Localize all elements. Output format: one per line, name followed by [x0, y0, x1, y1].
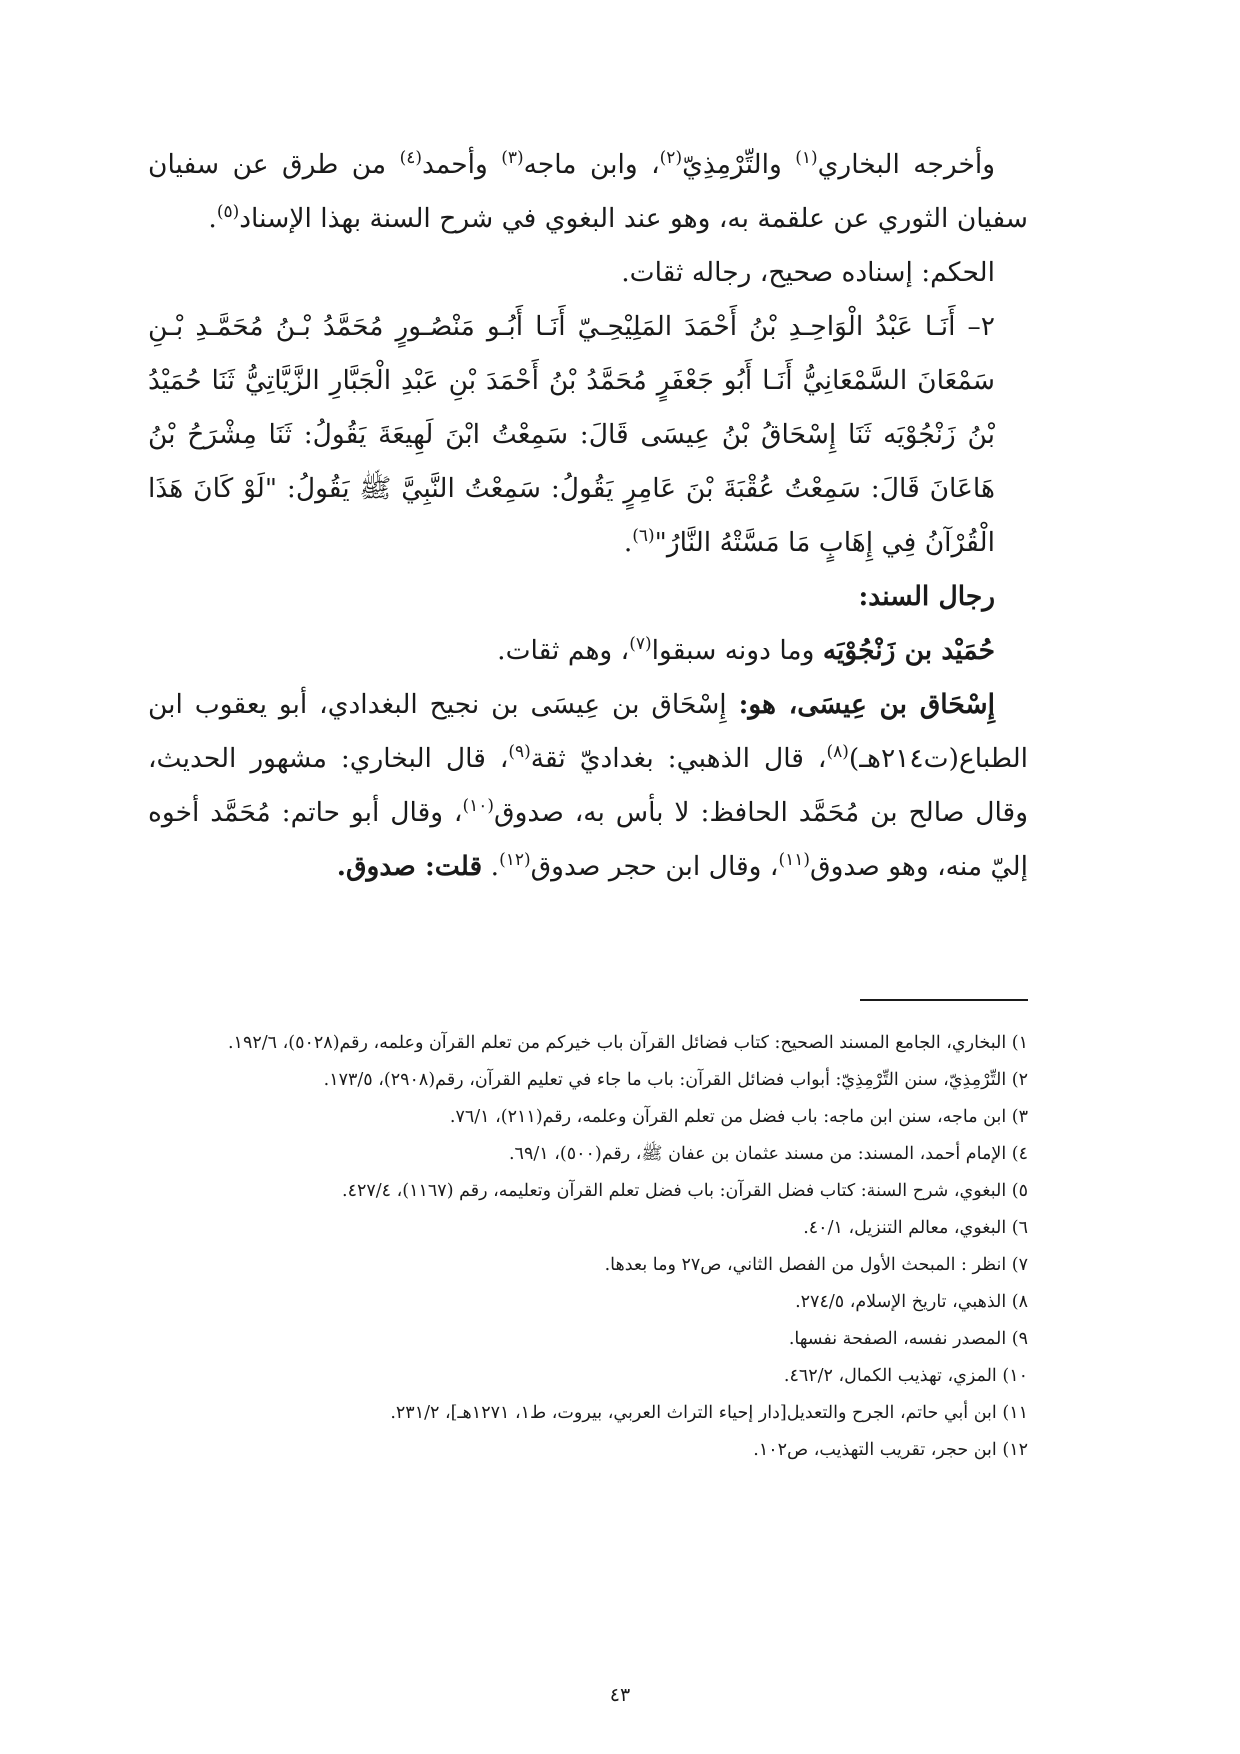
text-run: .	[482, 851, 500, 882]
footnote: ٢) التِّرْمِذِيّ، سنن التِّرْمِذِيّ: أبواب فضائل القرآن: باب ما جاء في تعليم القرآن، رقم(٢٩٠٨)، ١٧٣/٥.	[323, 1070, 1028, 1090]
text-run: .	[623, 527, 633, 558]
footnote-ref[interactable]: (١٢)	[499, 850, 531, 870]
footnote: ٨) الذهبي، تاريخ الإسلام، ٢٧٤/٥.	[795, 1292, 1028, 1312]
footnote-ref[interactable]: (٦)	[632, 526, 655, 546]
footnote: ٦) البغوي، معالم التنزيل، ٤٠/١.	[803, 1218, 1028, 1238]
text-run: .	[208, 203, 217, 234]
text-run: ، قال البخاري: مشهور الحديث، وقال صالح بن مُحَمَّد الحافظ: لا بأس به، صدوق	[148, 743, 1029, 828]
text-run: ٢– أَنَـا عَبْدُ الْوَاحِـدِ بْنُ أَحْمَدَ المَلِيْحِـيّ أَنَـا أَبُـو مَنْصُـورٍ مُحَمَّدُ بْـنُ مُحَمَّـدِ بْـنِ سَمْعَانَ السَّمْعَانِيُّ أَنَـا أَبُو جَعْفَرٍ مُحَمَّدُ بْنُ أَحْمَدَ بْنِ عَبْدِ الْجَبَّارِ الزَّيَّاتِيُّ ثَنَا حُمَيْدُ بْنُ زَنْجُوْيَه ثَنَا إِسْحَاقُ بْنُ عِيسَى قَالَ: سَمِعْتُ ابْنَ لَهِيعَةَ يَقُولُ: ثَنَا مِشْرَحُ بْنُ هَاعَانَ قَالَ: سَمِعْتُ عُقْبَةَ بْنَ عَامِرٍ يَقُولُ: سَمِعْتُ النَّبِيَّ ﷺ يَقُولُ: "لَوْ كَانَ هَذَا الْقُرْآنُ فِي إِهَابٍ مَا مَسَّتْهُ النَّارُ"	[148, 311, 995, 558]
footnote: ٩) المصدر نفسه، الصفحة نفسها.	[788, 1329, 1028, 1349]
text-run: وما دونه سبقوا	[651, 635, 823, 666]
ruling-line: الحكم: إسناده صحيح، رجاله ثقات.	[621, 257, 995, 288]
narrator-humaid	[148, 624, 1028, 678]
footnote: ٤) الإمام أحمد، المسند: من مسند عثمان بن عفان ﷺ، رقم(٥٠٠)، ٦٩/١.	[508, 1144, 1028, 1164]
hadith-text	[148, 300, 995, 570]
narrator-name: حُمَيْد بن زَنْجُوْيَه	[822, 635, 995, 666]
text-run: وأخرجه البخاري	[817, 149, 996, 180]
footnote-ref[interactable]: (٧)	[629, 634, 652, 654]
narrator-name: إِسْحَاق بن عِيسَى، هو:	[738, 689, 995, 720]
takhrij-paragraph	[148, 138, 1028, 246]
text-run: والتِّرْمِذِيّ	[682, 149, 796, 180]
footnote-ref[interactable]: (٢)	[659, 148, 683, 168]
footnote-ref[interactable]: (١)	[795, 148, 818, 168]
footnote: ١٠) المزي، تهذيب الكمال، ٤٦٢/٢.	[783, 1366, 1028, 1386]
page-number: ٤٣	[609, 1684, 631, 1706]
footnote-ref[interactable]: (٤)	[399, 148, 422, 168]
footnotes	[148, 1025, 1028, 1469]
footnote: ٥) البغوي، شرح السنة: كتاب فضل القرآن: باب فضل تعلم القرآن وتعليمه، رقم (١١٦٧)، ٤٢٧/٤.	[341, 1181, 1028, 1201]
footnote: ٧) انظر : المبحث الأول من الفصل الثاني، ص٢٧ وما بعدها.	[604, 1255, 1028, 1275]
text-run: من طرق عن سفيان سفيان الثوري عن علقمة به، وهو عند البغوي في شرح السنة بهذا الإسناد	[148, 149, 1028, 234]
footnote-ref[interactable]: (٩)	[508, 742, 531, 762]
text-run: ، وابن ماجه	[523, 149, 660, 180]
section-heading: رجال السند:	[858, 581, 995, 612]
text-run: ، قال الذهبي: بغداديّ ثقة	[530, 743, 827, 774]
text-run: إِسْحَاق بن عِيسَى بن نجيح البغدادي، أبو يعقوب ابن الطباع(ت٢١٤هـ)	[148, 689, 1028, 774]
verdict: قلت: صدوق.	[336, 851, 483, 882]
narrator-ishaq	[148, 678, 1028, 894]
text-run: ، وقال أبو حاتم: مُحَمَّد أخوه إليّ منه، وهو صدوق	[148, 797, 1028, 882]
main-text	[148, 138, 1028, 894]
footnote: ٣) ابن ماجه، سنن ابن ماجه: باب فضل من تعلم القرآن وعلمه، رقم(٢١١)، ٧٦/١.	[449, 1107, 1028, 1127]
footnote-ref[interactable]: (١٠)	[462, 796, 495, 816]
text-run: وأحمد	[421, 149, 502, 180]
footnote: ١٢) ابن حجر، تقريب التهذيب، ص١٠٢.	[753, 1440, 1028, 1460]
text-run: ، وقال ابن حجر صدوق	[530, 851, 779, 882]
footnote: ١) البخاري، الجامع المسند الصحيح: كتاب فضائل القرآن باب خيركم من تعلم القرآن وعلمه، رقم(٥٠٢٨)، ١٩٢/٦.	[227, 1033, 1028, 1053]
footnote-ref[interactable]: (٨)	[826, 742, 849, 762]
footnote-ref[interactable]: (١١)	[778, 850, 811, 870]
hadith-block	[148, 300, 1028, 570]
footnote-separator	[860, 999, 1028, 1001]
footnote-ref[interactable]: (٣)	[501, 148, 524, 168]
text-run: ، وهم ثقات.	[497, 635, 630, 666]
footnote: ١١) ابن أبي حاتم، الجرح والتعديل[دار إحياء التراث العربي، بيروت، ط١، ١٢٧١هـ]، ٢٣١/٢.	[390, 1403, 1028, 1423]
footnote-ref[interactable]: (٥)	[216, 202, 240, 222]
